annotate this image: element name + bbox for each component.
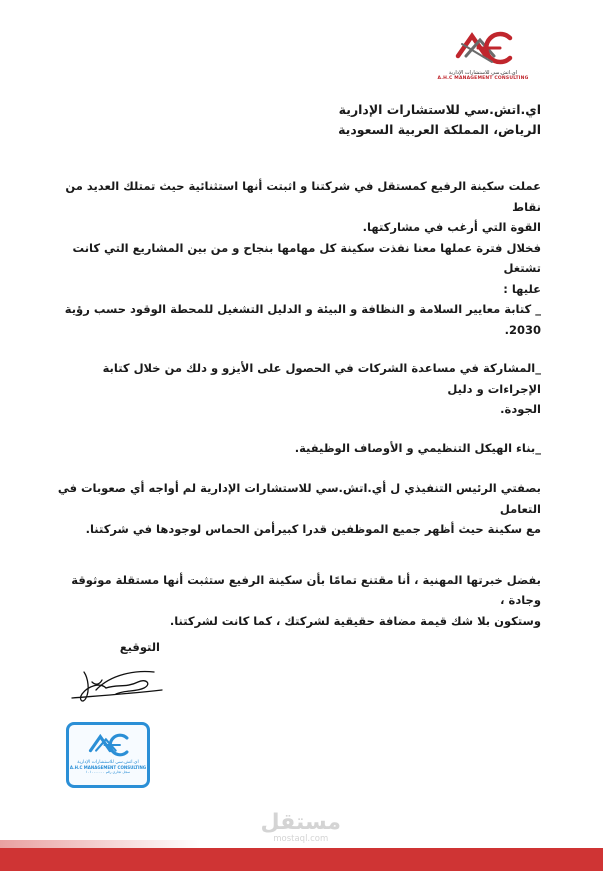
logo-arabic-text: اي.اتش.سي للاستشارات الإدارية — [448, 70, 518, 76]
list-item-2-line-2: الجودة. — [500, 402, 541, 416]
paragraph-2-line-1: فخلال فترة عملها معنا نفذت سكينة كل مهامها بنجاح و من بين المشاريع التي كانت تشتغل — [72, 240, 541, 275]
paragraph-1-line-2: القوة التي أرغب في مشاركتها. — [362, 220, 541, 234]
paragraph-1-line-1: عملت سكينة الرفيع كمستقل في شركتنا و اثبتت أنها استثنائية حيث تمتلك العديد من نقاط — [65, 179, 541, 214]
watermark-arabic: مستقل — [260, 810, 341, 835]
ahc-logo-icon — [448, 28, 518, 68]
recipient-address — [61, 100, 541, 140]
company-stamp — [66, 722, 150, 788]
company-logo — [433, 28, 533, 81]
paragraph-2-line-2: عليها : — [503, 281, 541, 296]
paragraph-4-line-2: وستكون بلا شك قيمة مضافة حقيقية لشركتك ، كما كانت لشركتنا. — [169, 613, 541, 628]
list-item-3-line-1: _بناء الهيكل التنظيمي و الأوصاف الوظيفية. — [294, 440, 541, 455]
list-item-1-line-2: 2030. — [504, 322, 541, 337]
paragraph-3-line-2: مع سكينة حيث أظهر جميع الموظفين قدرا كبيرأمن الحماس لوجودها في شركتنا. — [85, 522, 541, 536]
mostaql-watermark — [261, 812, 341, 844]
stamp-arabic-text: اي.اتش.سي للاستشارات الإدارية — [77, 760, 139, 765]
stamp-registration-text: سجل تجاري رقم ١٠١٠٠٠٠٠٠٠ — [85, 770, 131, 774]
letter-body — [51, 176, 541, 631]
footer-bar — [0, 848, 603, 871]
logo-english-text: A.H.C MANAGEMENT CONSULTING — [437, 76, 529, 81]
handwritten-signature — [66, 660, 166, 710]
paragraph-4-line-1: بفضل خبرتها المهنية ، أنا مقتنع تمامًا بأن سكينة الرفيع ستثبت أنها مستقلة موثوقة وجادة ، — [71, 572, 541, 607]
address-line-1: اي.اتش.سي للاستشارات الإدارية — [338, 102, 541, 117]
watermark-english: mostaql.com — [273, 834, 329, 844]
stamp-english-text: A.H.C MANAGEMENT CONSULTING — [69, 765, 147, 770]
stamp-logo-icon — [83, 731, 133, 759]
paragraph-3-line-1: بصفتي الرئيس التنفيذي ل أي.اتش.سي للاستشارات الإدارية لم أواجه أي صعوبات في التعامل — [57, 481, 541, 516]
list-item-2-line-1: _المشاركة في مساعدة الشركات في الحصول على الأيزو و دلك من خلال كتابة الإجراءات و دليل — [102, 361, 541, 396]
signature-label: التوقيع — [119, 640, 160, 654]
address-line-2: الرياض، المملكة العربية السعودية — [338, 122, 541, 137]
list-item-1-line-1: _ كتابة معايير السلامة و النظافة و البيئة و الدليل التشغيل للمحطة الوقود حسب رؤية — [64, 302, 541, 316]
